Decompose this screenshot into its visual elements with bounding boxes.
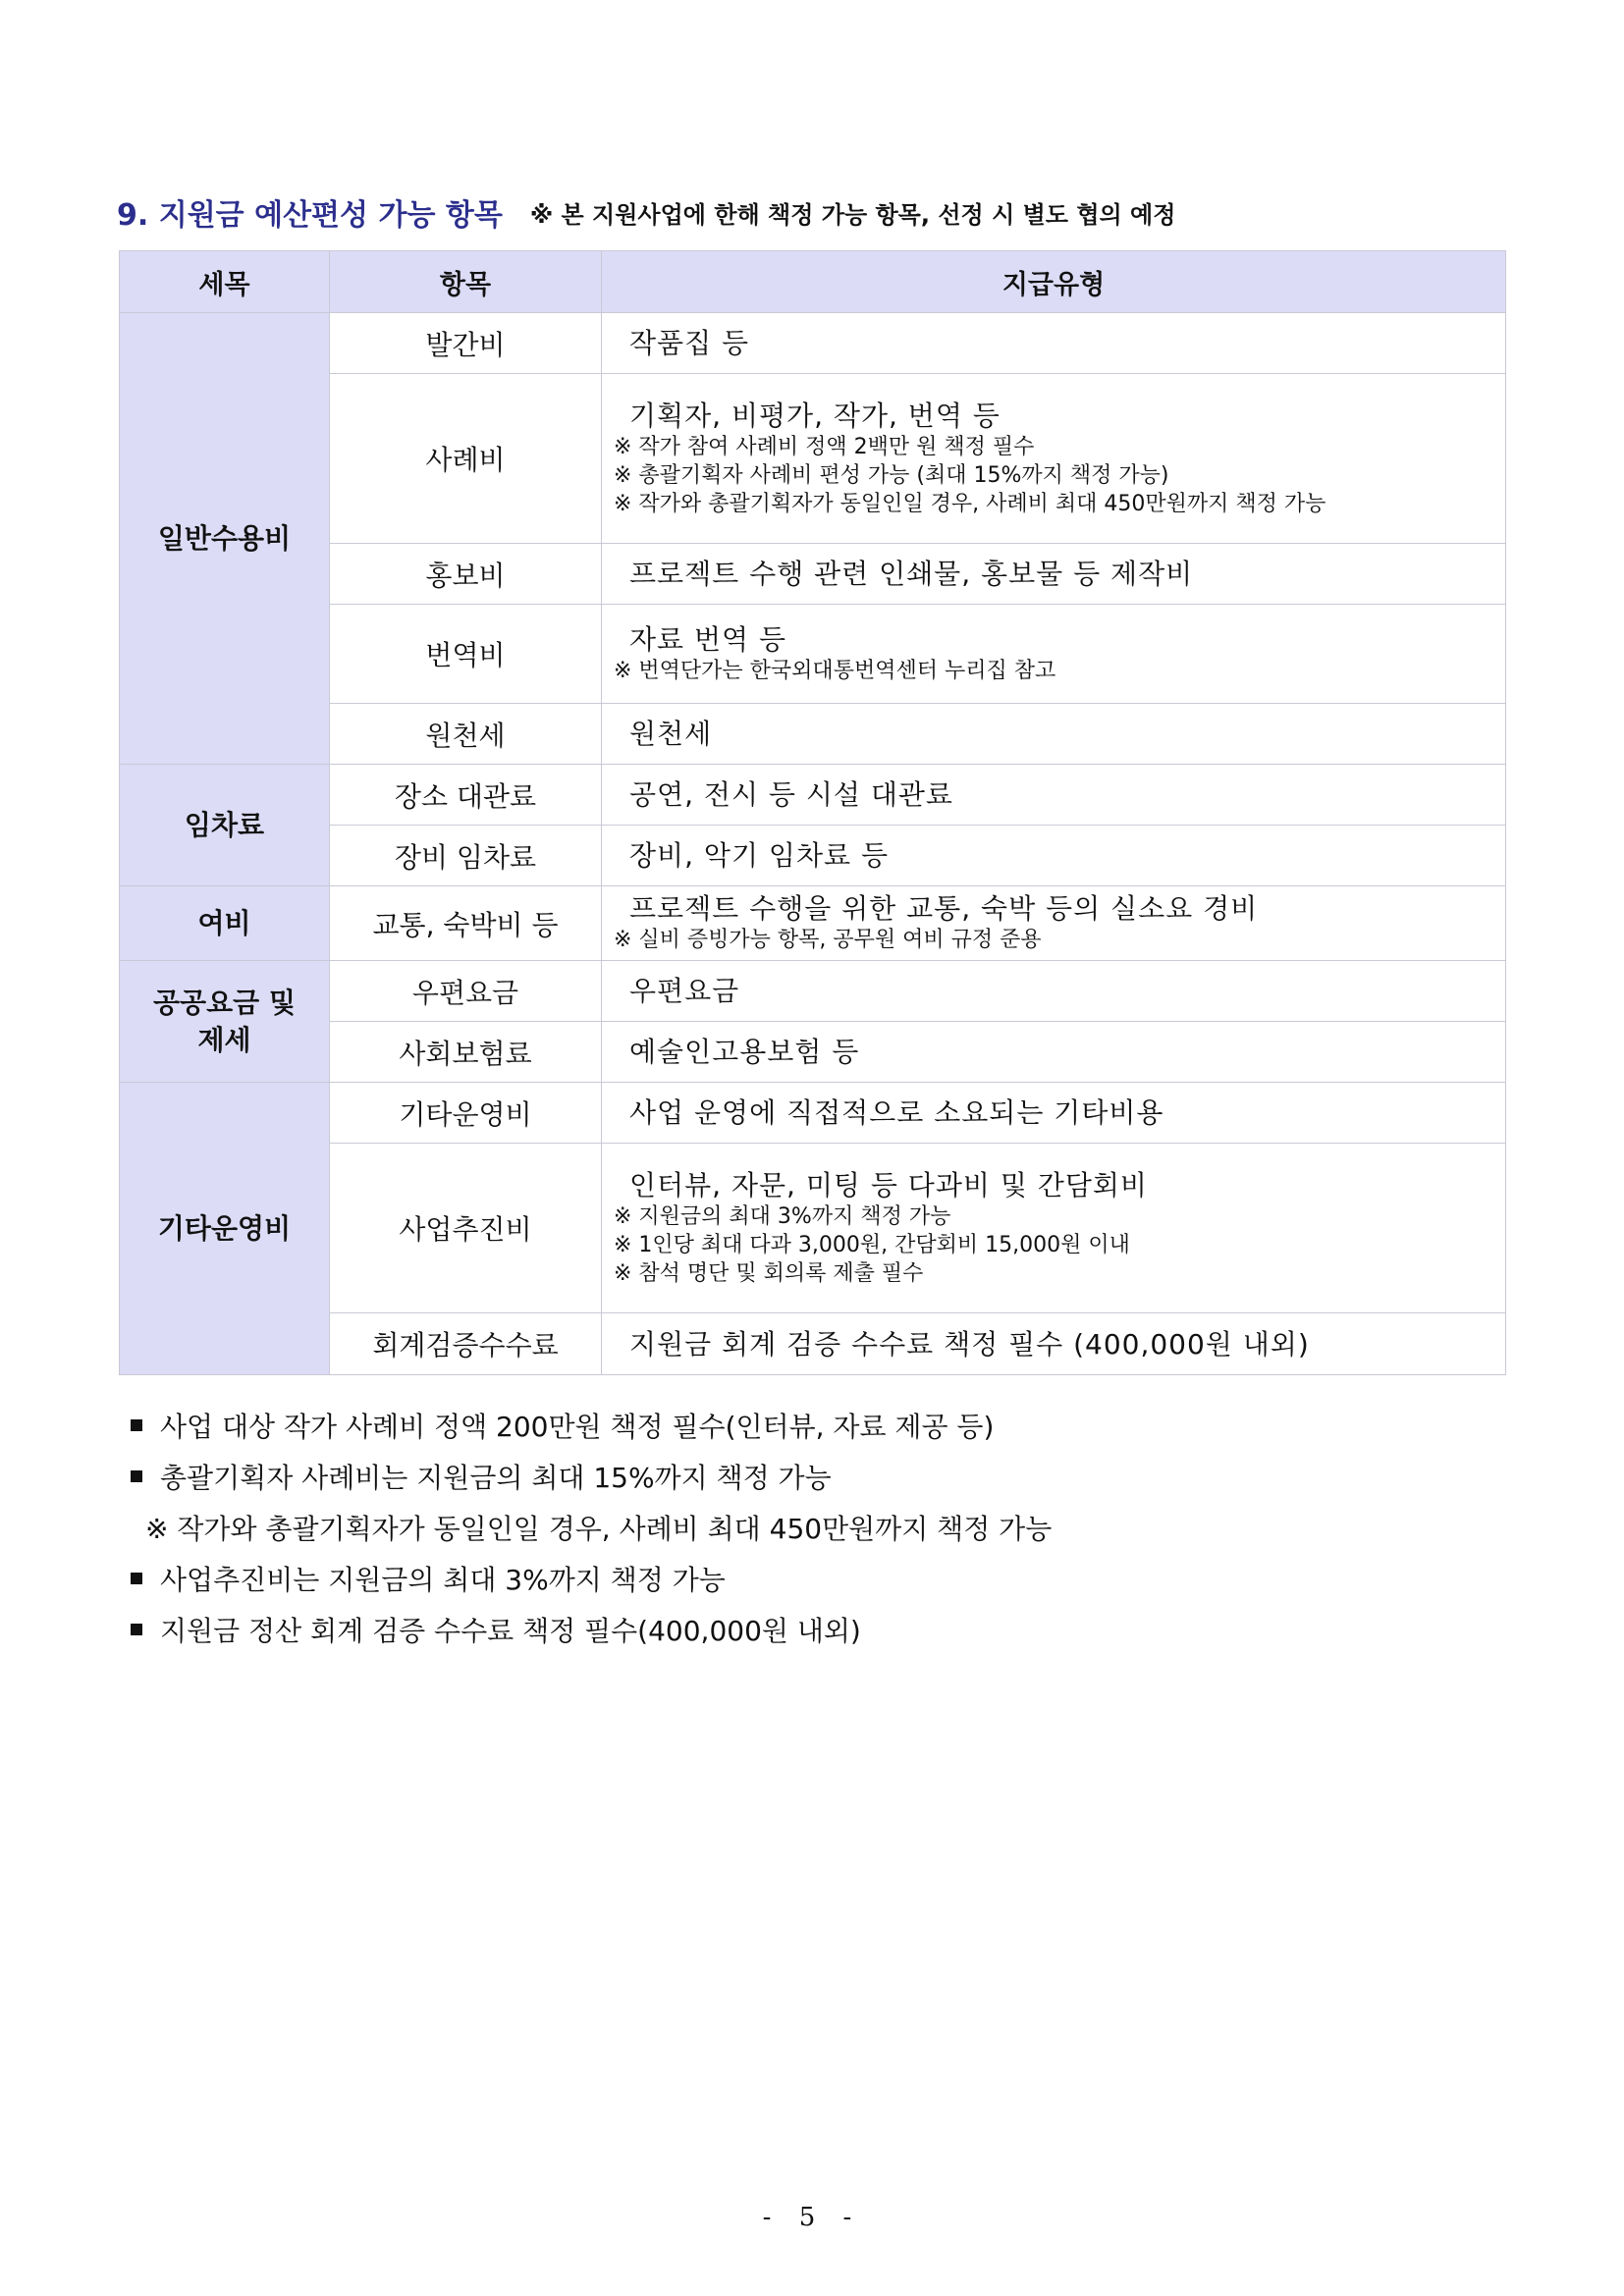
list-item (131, 1504, 1486, 1555)
item-cell: 홍보비 (330, 544, 602, 605)
description-note: ※ 번역단가는 한국외대통번역센터 누리집 참고 (614, 658, 1056, 683)
item-cell: 우편요금 (330, 961, 602, 1022)
category-cell: 일반수용비 (120, 313, 330, 765)
description-main: 원천세 (629, 718, 713, 750)
category-cell: 여비 (120, 886, 330, 961)
item-cell: 회계검증수수료 (330, 1313, 602, 1375)
category-cell: 임차료 (120, 765, 330, 886)
description-cell (602, 1144, 1506, 1313)
description-note: ※ 총괄기획자 사례비 편성 가능 (최대 15%까지 책정 가능) (614, 462, 1169, 488)
description-note: ※ 지원금의 최대 3%까지 책정 가능 (614, 1203, 951, 1229)
description-cell (602, 826, 1506, 886)
description-note: ※ 참석 명단 및 회의록 제출 필수 (614, 1261, 924, 1287)
item-cell: 장비 임차료 (330, 826, 602, 886)
item-cell: 사회보험료 (330, 1022, 602, 1083)
note-text: 지원금 정산 회계 검증 수수료 책정 필수(400,000원 내외) (160, 1615, 861, 1647)
description-cell (602, 886, 1506, 961)
description-main: 프로젝트 수행 관련 인쇄물, 홍보물 등 제작비 (629, 558, 1194, 590)
category-cell: 기타운영비 (120, 1083, 330, 1375)
description-main: 사업 운영에 직접적으로 소요되는 기타비용 (629, 1096, 1164, 1129)
section-note: ※ 본 지원사업에 한해 책정 가능 항목, 선정 시 별도 협의 예정 (529, 200, 1176, 229)
description-main: 작품집 등 (629, 327, 750, 359)
description-main: 기획자, 비평가, 작가, 번역 등 (629, 399, 1001, 432)
square-bullet-icon (131, 1419, 142, 1431)
notes-list (131, 1402, 1486, 1657)
description-cell (602, 961, 1506, 1022)
item-cell: 사업추진비 (330, 1144, 602, 1313)
item-cell: 기타운영비 (330, 1083, 602, 1144)
note-text: 총괄기획자 사례비는 지원금의 최대 15%까지 책정 가능 (160, 1462, 832, 1494)
item-cell: 교통, 숙박비 등 (330, 886, 602, 961)
note-text: ※ 작가와 총괄기획자가 동일인일 경우, 사례비 최대 450만원까지 책정 가능 (145, 1513, 1053, 1545)
description-note: ※ 작가와 총괄기획자가 동일인일 경우, 사례비 최대 450만원까지 책정 가능 (614, 492, 1326, 517)
description-cell (602, 1022, 1506, 1083)
item-cell: 원천세 (330, 704, 602, 765)
description-main: 인터뷰, 자문, 미팅 등 다과비 및 간담회비 (629, 1168, 1148, 1201)
description-main: 자료 번역 등 (629, 622, 787, 656)
description-cell (602, 313, 1506, 374)
item-cell: 발간비 (330, 313, 602, 374)
list-item (131, 1453, 1486, 1504)
table-header-row (120, 251, 1506, 313)
description-cell (602, 1313, 1506, 1375)
description-main: 프로젝트 수행을 위한 교통, 숙박 등의 실소요 경비 (629, 892, 1259, 926)
category-cell: 공공요금 및 제세 (120, 961, 330, 1083)
description-cell (602, 704, 1506, 765)
square-bullet-icon (131, 1470, 142, 1482)
description-note: ※ 1인당 최대 다과 3,000원, 간담회비 15,000원 이내 (614, 1232, 1130, 1257)
square-bullet-icon (131, 1573, 142, 1584)
description-cell (602, 374, 1506, 544)
table-row (120, 961, 1506, 1022)
list-item (131, 1555, 1486, 1606)
section-title: 9. 지원금 예산편성 가능 항목 (117, 198, 503, 233)
table-row (120, 1083, 1506, 1144)
header-payment-type: 지급유형 (602, 251, 1506, 313)
description-cell (602, 605, 1506, 704)
list-item (131, 1402, 1486, 1453)
table-row (120, 886, 1506, 961)
description-note: ※ 실비 증빙가능 항목, 공무원 여비 규정 준용 (614, 928, 1042, 953)
description-note: ※ 작가 참여 사례비 정액 2백만 원 책정 필수 (614, 434, 1035, 459)
item-cell: 번역비 (330, 605, 602, 704)
description-main: 장비, 악기 임차료 등 (629, 839, 889, 872)
description-main: 예술인고용보험 등 (629, 1036, 860, 1068)
page-number: - 5 - (762, 2203, 862, 2232)
item-cell: 사례비 (330, 374, 602, 544)
budget-items-table (119, 250, 1506, 1375)
section-heading (117, 187, 1511, 238)
description-main: 우편요금 (629, 975, 740, 1007)
table-row (120, 765, 1506, 826)
header-category: 세목 (120, 251, 330, 313)
description-cell (602, 1083, 1506, 1144)
table-row (120, 313, 1506, 374)
note-text: 사업추진비는 지원금의 최대 3%까지 책정 가능 (160, 1564, 726, 1596)
square-bullet-icon (131, 1624, 142, 1635)
description-cell (602, 765, 1506, 826)
description-main: 지원금 회계 검증 수수료 책정 필수 (400,000원 내외) (629, 1327, 1310, 1361)
description-cell (602, 544, 1506, 605)
header-item: 항목 (330, 251, 602, 313)
note-text: 사업 대상 작가 사례비 정액 200만원 책정 필수(인터뷰, 자료 제공 등) (160, 1411, 995, 1443)
item-cell: 장소 대관료 (330, 765, 602, 826)
list-item (131, 1606, 1486, 1657)
description-main: 공연, 전시 등 시설 대관료 (629, 778, 953, 811)
